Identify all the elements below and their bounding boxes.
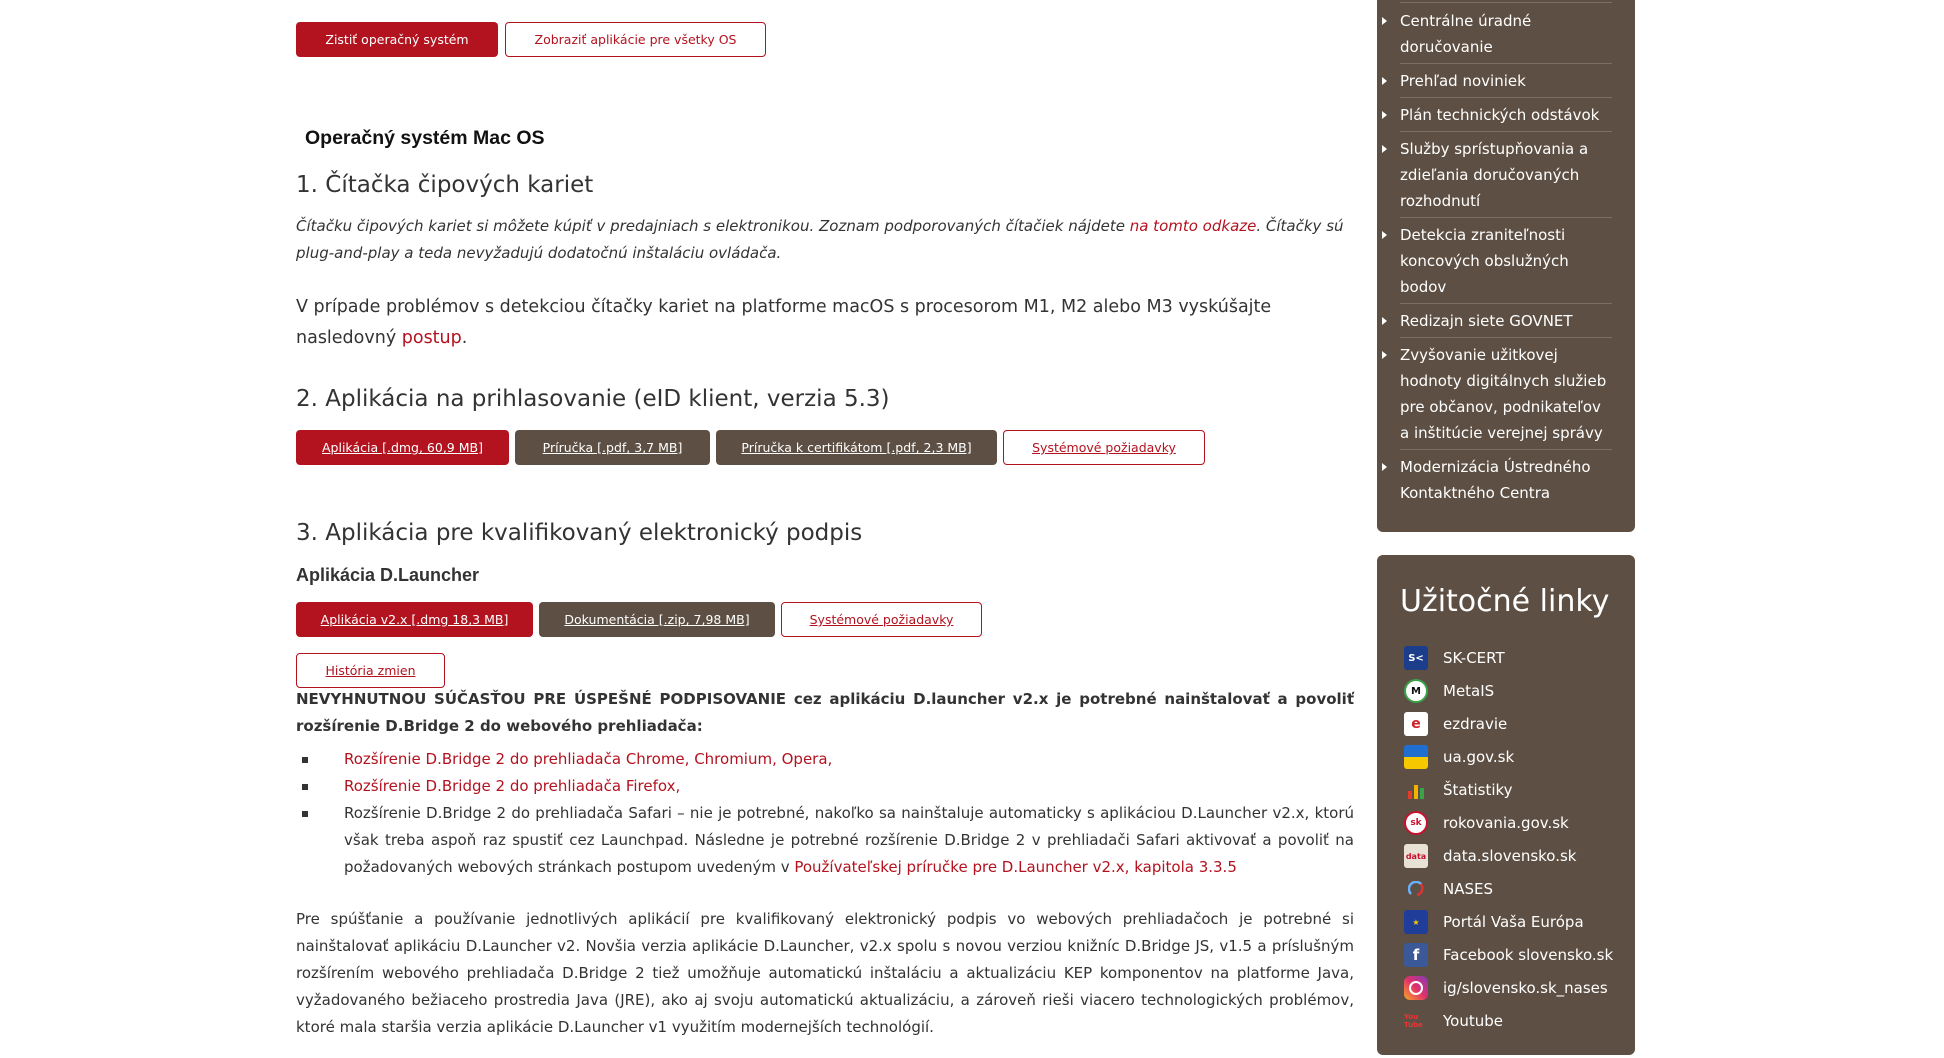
statistics-icon: [1404, 778, 1428, 802]
list-item: [296, 800, 1354, 881]
triangle-right-icon: [1382, 77, 1387, 85]
divider: [1400, 449, 1612, 450]
section3-subtitle: Aplikácia D.Launcher: [296, 565, 480, 585]
eu-flag-icon: ★: [1404, 910, 1428, 934]
eid-app-download-label: Aplikácia [.dmg, 60,9 MB]: [322, 440, 483, 455]
required-extension-text: NEVYHNUTNOU SÚČASŤOU PRE ÚSPEŠNÉ PODPISOVANIE cez aplikáciu D.launcher v2.x je potrebné nainštalovať a povoliť rozšírenie D.Bridge 2 do webového prehliadača:: [296, 690, 1354, 735]
extensions-list: [296, 746, 1354, 881]
sidebar-item-delivered-decisions[interactable]: [1400, 136, 1610, 214]
detect-os-button[interactable]: Zistiť operačný systém: [296, 22, 498, 57]
eid-app-download-button[interactable]: [296, 430, 509, 465]
rokovania-icon: sk: [1404, 811, 1428, 835]
instagram-icon: [1404, 976, 1428, 1000]
link-vasa-europa[interactable]: [1404, 910, 1584, 934]
link-label: SK-CERT: [1443, 649, 1505, 667]
link-label: data.slovensko.sk: [1443, 847, 1577, 865]
link-youtube[interactable]: [1404, 1009, 1503, 1033]
sidebar-item-label: Zvyšovanie užitkovej: [1400, 346, 1558, 364]
sk-cert-icon: S<: [1404, 646, 1428, 670]
section1-problem-end: .: [461, 328, 468, 348]
link-nases[interactable]: [1404, 877, 1493, 901]
link-statistics[interactable]: [1404, 778, 1513, 802]
divider: [1400, 131, 1612, 132]
link-facebook[interactable]: [1404, 943, 1613, 967]
dlauncher-download-button[interactable]: [296, 602, 533, 637]
useful-links-title: Užitočné linky: [1400, 584, 1610, 619]
facebook-icon: f: [1404, 943, 1428, 967]
change-history-button[interactable]: [296, 653, 445, 688]
youtube-icon: You Tube: [1404, 1013, 1423, 1029]
link-ezdravie[interactable]: [1404, 712, 1507, 736]
user-manual-link[interactable]: Používateľskej príručke pre D.Launcher v2.x, kapitola 3.3.5: [794, 858, 1237, 876]
triangle-right-icon: [1382, 145, 1387, 153]
sidebar-item-label: zdieľania doručovaných: [1400, 166, 1580, 184]
sidebar-item-central-delivery[interactable]: [1400, 8, 1610, 60]
sidebar-item-label: Centrálne úradné: [1400, 12, 1532, 30]
divider: [1400, 303, 1612, 304]
eid-manual-button[interactable]: [515, 430, 710, 465]
eid-certificates-manual-button[interactable]: [716, 430, 997, 465]
sidebar-item-label: Modernizácia Ústredného: [1400, 458, 1591, 476]
section1-intro-text-end: . Čítačky sú plug-and-play a teda nevyžadujú dodatočnú inštaláciu ovládača.: [296, 217, 1344, 262]
link-rokovania[interactable]: [1404, 811, 1569, 835]
triangle-right-icon: [1382, 317, 1387, 325]
link-label: ezdravie: [1443, 715, 1508, 733]
dlauncher-system-requirements-button[interactable]: [781, 602, 982, 637]
eid-certificates-manual-label: Príručka k certifikátom [.pdf, 2,3 MB]: [741, 440, 972, 455]
link-label: rokovania.gov.sk: [1443, 814, 1569, 832]
link-label: Youtube: [1443, 1012, 1503, 1030]
divider: [1400, 97, 1612, 98]
link-sk-cert[interactable]: [1404, 646, 1505, 670]
change-history-label: História zmien: [325, 663, 416, 678]
data-slovensko-icon: data: [1404, 844, 1428, 868]
dlauncher-system-requirements-label: Systémové požiadavky: [809, 612, 954, 627]
nases-icon: [1404, 877, 1428, 901]
section3-title: 3. Aplikácia pre kvalifikovaný elektronický podpis: [296, 520, 863, 546]
show-all-os-button[interactable]: Zobraziť aplikácie pre všetky OS: [505, 22, 766, 57]
section2-title: 2. Aplikácia na prihlasovanie (eID klient, verzia 5.3): [296, 386, 890, 412]
ua-gov-icon: [1404, 745, 1428, 769]
section1-problem-text: V prípade problémov s detekciou čítačky kariet na platforme macOS s procesorom M1, M2 alebo M3 vyskúšajte nasledovný: [296, 297, 1272, 348]
sidebar-item-label: Kontaktného Centra: [1400, 484, 1551, 502]
link-label: NASES: [1443, 880, 1494, 898]
sidebar-item-vulnerability-detection[interactable]: [1400, 222, 1610, 300]
eid-system-requirements-label: Systémové požiadavky: [1032, 440, 1176, 455]
firefox-extension-link[interactable]: Rozšírenie D.Bridge 2 do prehliadača Firefox,: [344, 777, 681, 795]
section1-intro: [296, 213, 1354, 267]
sidebar-item-label: rozhodnutí: [1400, 192, 1481, 210]
link-label: Štatistiky: [1443, 781, 1513, 799]
sidebar-item-label: a inštitúcie verejnej správy: [1400, 424, 1603, 442]
link-label: ig/slovensko.sk_nases: [1443, 979, 1608, 997]
eid-system-requirements-button[interactable]: [1003, 430, 1205, 465]
divider: [1400, 2, 1612, 3]
sidebar-item-label: pre občanov, podnikateľov: [1400, 398, 1601, 416]
procedure-link[interactable]: postup: [401, 328, 462, 348]
link-metais[interactable]: [1404, 679, 1494, 703]
link-label: Portál Vaša Európa: [1443, 913, 1584, 931]
section1-title: 1. Čítačka čipových kariet: [296, 172, 594, 198]
sidebar-item-label: Detekcia zraniteľnosti: [1400, 226, 1566, 244]
sidebar-item-label: bodov: [1400, 278, 1447, 296]
link-instagram[interactable]: [1404, 976, 1608, 1000]
sidebar-item-label: Prehľad noviniek: [1400, 72, 1526, 90]
chrome-extension-link[interactable]: Rozšírenie D.Bridge 2 do prehliadača Chrome, Chromium, Opera,: [344, 750, 833, 768]
sidebar-item-label: hodnoty digitálnych služieb: [1400, 372, 1607, 390]
dlauncher-download-label: Aplikácia v2.x [.dmg 18,3 MB]: [320, 612, 509, 627]
sidebar-item-label: Plán technických odstávok: [1400, 106, 1600, 124]
triangle-right-icon: [1382, 351, 1387, 359]
link-data-slovensko[interactable]: [1404, 844, 1576, 868]
safari-extension-text: Rozšírenie D.Bridge 2 do prehliadača Safari – nie je potrebné, nakoľko sa nainštaluje automaticky s aplikáciou D.Launcher v2.x, ktorú však treba aspoň raz spustiť cez Launchpad. Následne je potrebné rozšírenie D.Bridge 2 v prehliadači Safari aktivovať a povoliť na požadovaných webových stránkach postupom uvedeným v: [344, 804, 1354, 876]
sidebar-item-label: Redizajn siete GOVNET: [1400, 312, 1573, 330]
sidebar-item-label: koncových obslužných: [1400, 252, 1569, 270]
link-label: ua.gov.sk: [1443, 748, 1515, 766]
sidebar-item-govnet[interactable]: [1400, 308, 1610, 334]
dlauncher-docs-label: Dokumentácia [.zip, 7,98 MB]: [564, 612, 750, 627]
final-paragraph: Pre spúšťanie a používanie jednotlivých aplikácií pre kvalifikovaný elektronický podpis vo webových prehliadačoch je potrebné si nainštalovať aplikáciu D.Launcher v2. Novšia verzia aplikácie D.Launcher, v2.x spolu s novou verziou knižníc D.Bridge JS, v1.5 a príslušným rozšírením webového prehliadača D.Bridge 2 tiež umožňuje automatickú inštaláciu a aktualizáciu KEP komponentov na platforme Java, vyžadovaného bežiaceho prostredia Java (JRE), ako aj svoju automatickú aktualizáciu, a zároveň rieši viacero technologických problémov, ktoré mala staršia verzia aplikácie D.Launcher v1 využitím modernejších technológií.: [296, 910, 1354, 1036]
sidebar-item-outages[interactable]: [1400, 102, 1610, 128]
ezdravie-icon: e: [1404, 712, 1428, 736]
triangle-right-icon: [1382, 111, 1387, 119]
link-ua-gov[interactable]: [1404, 745, 1514, 769]
triangle-right-icon: [1382, 17, 1387, 25]
triangle-right-icon: [1382, 231, 1387, 239]
section1-problem: [296, 292, 1354, 354]
link-label: MetaIS: [1443, 682, 1495, 700]
sidebar-item-contact-center[interactable]: [1400, 454, 1610, 506]
supported-readers-link[interactable]: na tomto odkaze: [1129, 217, 1257, 235]
sidebar-item-label: Služby sprístupňovania a: [1400, 140, 1589, 158]
link-label: Facebook slovensko.sk: [1443, 946, 1614, 964]
list-item: [296, 746, 1354, 773]
list-item: [296, 773, 1354, 800]
eid-manual-label: Príručka [.pdf, 3,7 MB]: [542, 440, 683, 455]
triangle-right-icon: [1382, 463, 1387, 471]
sidebar-item-news[interactable]: [1400, 68, 1610, 94]
os-heading: Operačný systém Mac OS: [305, 127, 545, 149]
divider: [1400, 63, 1612, 64]
sidebar-item-digital-services[interactable]: [1400, 342, 1610, 446]
dlauncher-docs-button[interactable]: [539, 602, 775, 637]
divider: [1400, 337, 1612, 338]
section1-intro-text: Čítačku čipových kariet si môžete kúpiť v predajniach s elektronikou. Zoznam podporovaných čítačiek nájdete: [296, 217, 1130, 235]
metais-icon: M: [1404, 679, 1428, 703]
divider: [1400, 217, 1612, 218]
sidebar-item-label: doručovanie: [1400, 38, 1493, 56]
